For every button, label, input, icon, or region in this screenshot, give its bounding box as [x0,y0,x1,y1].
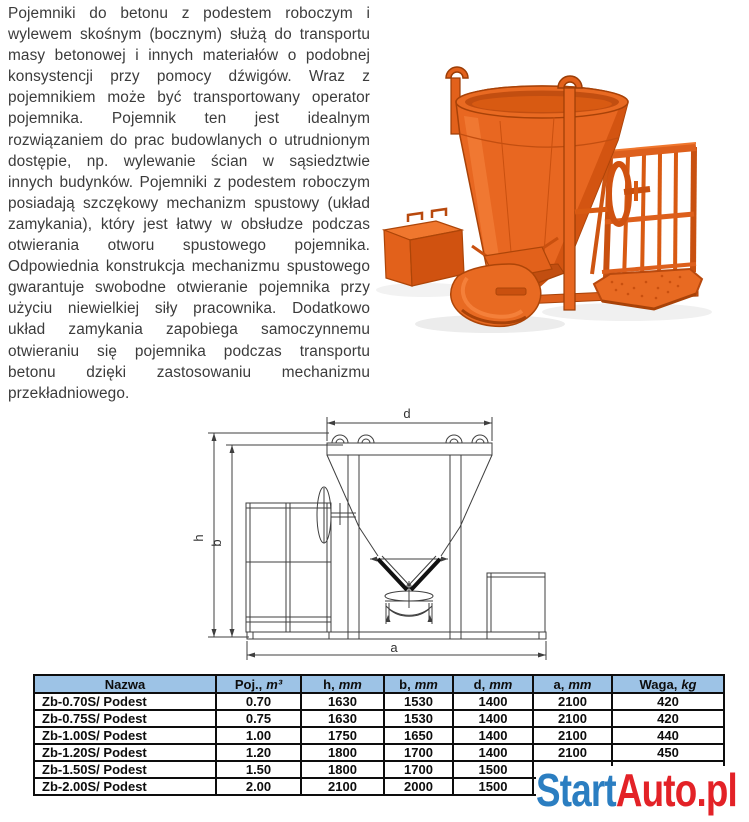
cell-waga: 440 [612,727,724,744]
cell-d: 1400 [453,693,533,710]
drawing-lines [208,417,546,660]
cell-h: 2100 [301,778,384,795]
cell-a: 2100 [533,710,612,727]
product-photo [372,16,749,378]
cell-waga: 420 [612,710,724,727]
cell-waga: 420 [612,693,724,710]
dim-label-b: b [209,539,224,547]
cell-d: 1400 [453,727,533,744]
cell-h: 1750 [301,727,384,744]
table-row [34,710,724,727]
cell-poj: 1.20 [216,744,301,761]
logo-text-start: Start [536,764,616,816]
cell-poj: 1.50 [216,761,301,778]
cell-h: 1630 [301,693,384,710]
table-header-row [34,675,724,693]
cell-nazwa: Zb-2.00S/ Podest [34,778,216,795]
table-row [34,693,724,710]
cell-b: 1650 [384,727,453,744]
cell-d: 1400 [453,710,533,727]
cell-a: 2100 [533,727,612,744]
cell-nazwa: Zb-1.50S/ Podest [34,761,216,778]
cell-poj: 2.00 [216,778,301,795]
cell-a: 2100 [533,693,612,710]
col-header-b: b, mm [384,675,453,693]
dim-label-d: d [403,406,411,421]
cell-h: 1800 [301,761,384,778]
col-header-nazwa: Nazwa [34,675,216,693]
product-description: Pojemniki do betonu z podestem roboczym i wylewem skośnym (bocznym) służą do transportu masy betonowej i innych materiałów o podobnej konsystencji przy pomocy dźwigów. Wraz z pojemnikiem może być transportowany operator pojemnika. Pojemnik ten jest idealnym rozwiązaniem do prac budowlanych o utrudnionym dostępie, np. wylewanie ścian w sąsiedztwie innych budynków. Pojemniki z podestem roboczym posiadają szczękowy mechanizm spustowy (układ zamykania), który jest łatwy w obsłudze podczas otwierania otworu spustowego pojemnika. Odpowiednia konstrukcja mechanizmu spustowego gwarantuje swobodne otwieranie pojemnika przy użyciu niewielkiej siły pracownika. Dodatkowo układ zamykania zapobiega samoczynnemu otwieraniu się pojemnika podczas transportu betonu dzięki zastosowaniu mechanizmu przekładniowego. [8,5,370,402]
dim-label-h: h [191,534,206,542]
cell-b: 2000 [384,778,453,795]
work-cage [592,143,702,309]
cell-nazwa: Zb-0.75S/ Podest [34,710,216,727]
cell-b: 1530 [384,710,453,727]
cell-b: 1530 [384,693,453,710]
cell-b: 1700 [384,761,453,778]
table-row [34,727,724,744]
startauto-logo [536,766,737,814]
cell-h: 1800 [301,744,384,761]
technical-diagram [183,396,563,668]
dim-label-a: a [390,640,398,655]
cell-nazwa: Zb-1.00S/ Podest [34,727,216,744]
col-header-waga: Waga, kg [612,675,724,693]
cell-a: 2100 [533,744,612,761]
cell-d: 1500 [453,761,533,778]
cell-d: 1500 [453,778,533,795]
cell-poj: 1.00 [216,727,301,744]
cell-poj: 0.70 [216,693,301,710]
cell-poj: 0.75 [216,710,301,727]
col-header-poj: Poj., m³ [216,675,301,693]
side-box [384,209,464,286]
col-header-h: h, mm [301,675,384,693]
product-photo-illustration [372,16,749,378]
logo-text-auto-pl: Auto.pl [615,764,737,816]
col-header-d: d, mm [453,675,533,693]
cell-nazwa: Zb-0.70S/ Podest [34,693,216,710]
logo-overlay [536,766,749,822]
cell-nazwa: Zb-1.20S/ Podest [34,744,216,761]
dimension-drawing [183,396,563,668]
cell-b: 1700 [384,744,453,761]
cell-h: 1630 [301,710,384,727]
col-header-a: a, mm [533,675,612,693]
cell-d: 1400 [453,744,533,761]
table-row [34,744,724,761]
cell-waga: 450 [612,744,724,761]
